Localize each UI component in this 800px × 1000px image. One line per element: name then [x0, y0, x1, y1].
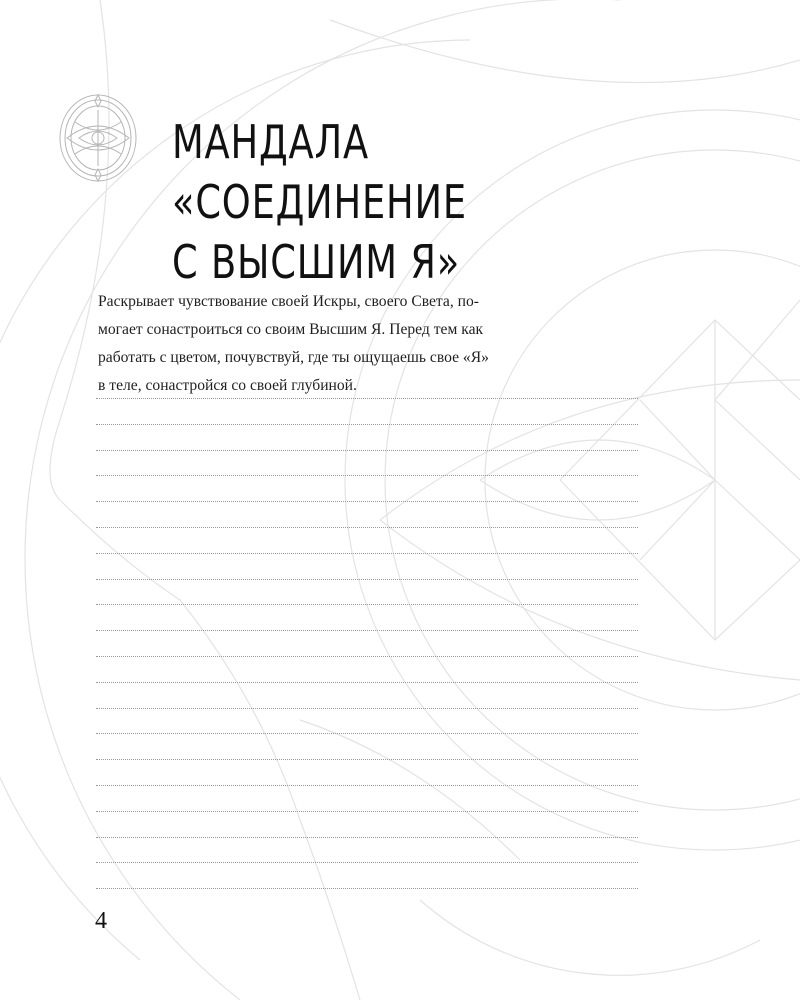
writing-line[interactable] — [96, 837, 638, 838]
writing-line[interactable] — [96, 862, 638, 863]
writing-line[interactable] — [96, 501, 638, 502]
description-line: могает сонастроиться со своим Высшим Я. Перед тем как — [98, 321, 484, 338]
writing-line[interactable] — [96, 424, 638, 425]
title-line-2: «СОЕДИНЕНИЕ — [172, 175, 467, 229]
writing-line[interactable] — [96, 630, 638, 631]
writing-line[interactable] — [96, 604, 638, 605]
writing-line[interactable] — [96, 527, 638, 528]
writing-line[interactable] — [96, 759, 638, 760]
writing-line[interactable] — [96, 656, 638, 657]
writing-line[interactable] — [96, 708, 638, 709]
page-number: 4 — [95, 908, 107, 934]
description-line: работать с цветом, почувствуй, где ты ощущаешь свое «Я» — [98, 349, 489, 366]
writing-line[interactable] — [96, 811, 638, 812]
writing-lines — [96, 398, 638, 914]
description-line: Раскрывает чувствование своей Искры, своего Света, по- — [98, 293, 479, 310]
writing-line[interactable] — [96, 475, 638, 476]
writing-line[interactable] — [96, 785, 638, 786]
writing-line[interactable] — [96, 579, 638, 580]
description-line: в теле, сонастройся со своей глубиной. — [98, 377, 357, 394]
title-line-3: С ВЫСШИМ Я» — [172, 235, 461, 289]
mandala-emblem-icon — [57, 92, 139, 184]
writing-line[interactable] — [96, 398, 638, 399]
writing-line[interactable] — [96, 682, 638, 683]
page-title — [172, 112, 467, 292]
writing-line[interactable] — [96, 553, 638, 554]
title-line-1: МАНДАЛА — [172, 115, 369, 169]
writing-line[interactable] — [96, 888, 638, 889]
description-text — [98, 288, 518, 400]
writing-line[interactable] — [96, 733, 638, 734]
writing-line[interactable] — [96, 450, 638, 451]
